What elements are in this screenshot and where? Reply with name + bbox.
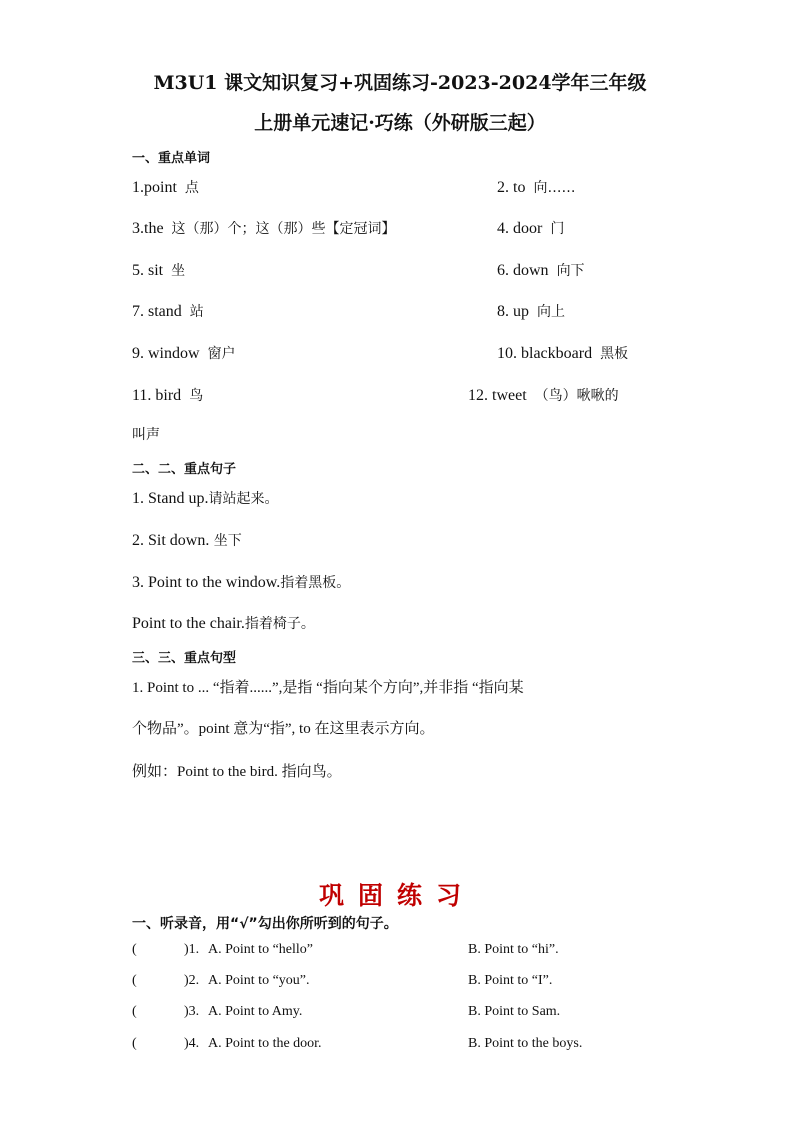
word-item (132, 260, 185, 280)
word-cn: 鸟 (189, 388, 204, 404)
word-item (132, 177, 199, 197)
question-row (132, 973, 672, 993)
sentence-item (132, 530, 242, 550)
option-a: A. Point to Amy. (208, 1004, 303, 1019)
pattern-example: 例如：Point to the bird. 指向鸟。 (132, 764, 342, 780)
word-item (497, 301, 565, 321)
word-item (497, 177, 575, 197)
word-item (132, 343, 236, 363)
answer-blank[interactable]: ( (132, 973, 137, 988)
answer-blank[interactable]: ( (132, 1036, 137, 1051)
sentence-cn: 指着黑板。 (280, 575, 351, 591)
option-b: B. Point to “I”. (468, 973, 553, 988)
word-item (132, 385, 203, 405)
word-cn: 门 (550, 221, 565, 237)
answer-blank[interactable]: ( (132, 1004, 137, 1019)
option-b: B. Point to “hi”. (468, 942, 559, 957)
word-en: 3.the (132, 220, 164, 237)
question-number: )1. (184, 942, 200, 957)
answer-blank[interactable]: ( (132, 942, 137, 957)
word-item-continuation: 叫声 (132, 427, 160, 443)
word-en: 6. down (497, 262, 549, 279)
sentence-item (132, 572, 350, 592)
word-item (132, 301, 204, 321)
word-cn: 向上 (537, 304, 565, 320)
word-cn: 站 (189, 304, 204, 320)
pattern-explanation-line-2: 个物品”。point 意为“指”, to 在这里表示方向。 (132, 721, 435, 737)
word-cn: 向…… (533, 180, 576, 196)
sentence-en: 3. Point to the window. (132, 574, 281, 591)
sentence-cn: 请站起来。 (208, 491, 279, 507)
word-en: 2. to (497, 179, 526, 196)
word-cn: 这（那）个；这（那）些【定冠词】 (171, 221, 396, 237)
word-item (497, 343, 628, 363)
option-b: B. Point to Sam. (468, 1004, 561, 1019)
word-item (468, 385, 619, 405)
word-en: 4. door (497, 220, 543, 237)
question-number: )4. (184, 1036, 200, 1051)
word-cn: 坐 (171, 263, 186, 279)
word-en: 9. window (132, 345, 200, 362)
option-a: A. Point to the door. (208, 1036, 322, 1051)
word-cn: （鸟）啾啾的 (534, 388, 619, 404)
word-en: 7. stand (132, 303, 182, 320)
word-en: 12. tweet (468, 387, 527, 404)
question-row (132, 1036, 672, 1056)
word-en: 11. bird (132, 387, 182, 404)
sentence-cn: 坐下 (209, 533, 242, 549)
section-heading-key-words: 一、重点单词 (132, 151, 211, 166)
option-a: A. Point to “you”. (208, 973, 310, 988)
sentence-cn: 指着椅子。 (244, 616, 315, 632)
sentence-en: Point to the chair. (132, 615, 245, 632)
word-cn: 点 (184, 180, 199, 196)
word-item (132, 218, 396, 238)
document-title-line-2: 上册单元速记·巧练（外研版三起） (254, 112, 546, 134)
word-en: 8. up (497, 303, 529, 320)
word-cn: 向下 (556, 263, 585, 279)
section-heading-key-patterns: 三、三、重点句型 (132, 651, 237, 666)
word-en: 1.point (132, 179, 177, 196)
sentence-en: 1. Stand up. (132, 490, 209, 507)
pattern-explanation-line-1: 1. Point to ... “指着......”,是指 “指向某个方向”,并非指 “指向某 (132, 680, 524, 696)
practice-instruction: 一、听录音，用“√”勾出你所听到的句子。 (132, 916, 398, 932)
word-cn: 窗户 (207, 346, 236, 362)
question-number: )3. (184, 1004, 200, 1019)
question-row (132, 942, 672, 962)
option-a: A. Point to “hello” (208, 942, 313, 957)
question-number: )2. (184, 973, 200, 988)
sentence-en: 2. Sit down. (132, 532, 210, 549)
word-en: 5. sit (132, 262, 164, 279)
sentence-item (132, 613, 315, 633)
sentence-item (132, 488, 278, 508)
option-b: B. Point to the boys. (468, 1036, 583, 1051)
practice-title: 巩固练习 (318, 881, 475, 910)
word-cn: 黑板 (600, 346, 629, 362)
question-row (132, 1004, 672, 1024)
word-item (497, 260, 585, 280)
word-en: 10. blackboard (497, 345, 593, 362)
document-title-line-1: M3U1 课文知识复习+巩固练习-2023-2024学年三年级 (153, 72, 647, 94)
word-item (497, 218, 564, 238)
section-heading-key-sentences: 二、二、重点句子 (132, 462, 237, 477)
